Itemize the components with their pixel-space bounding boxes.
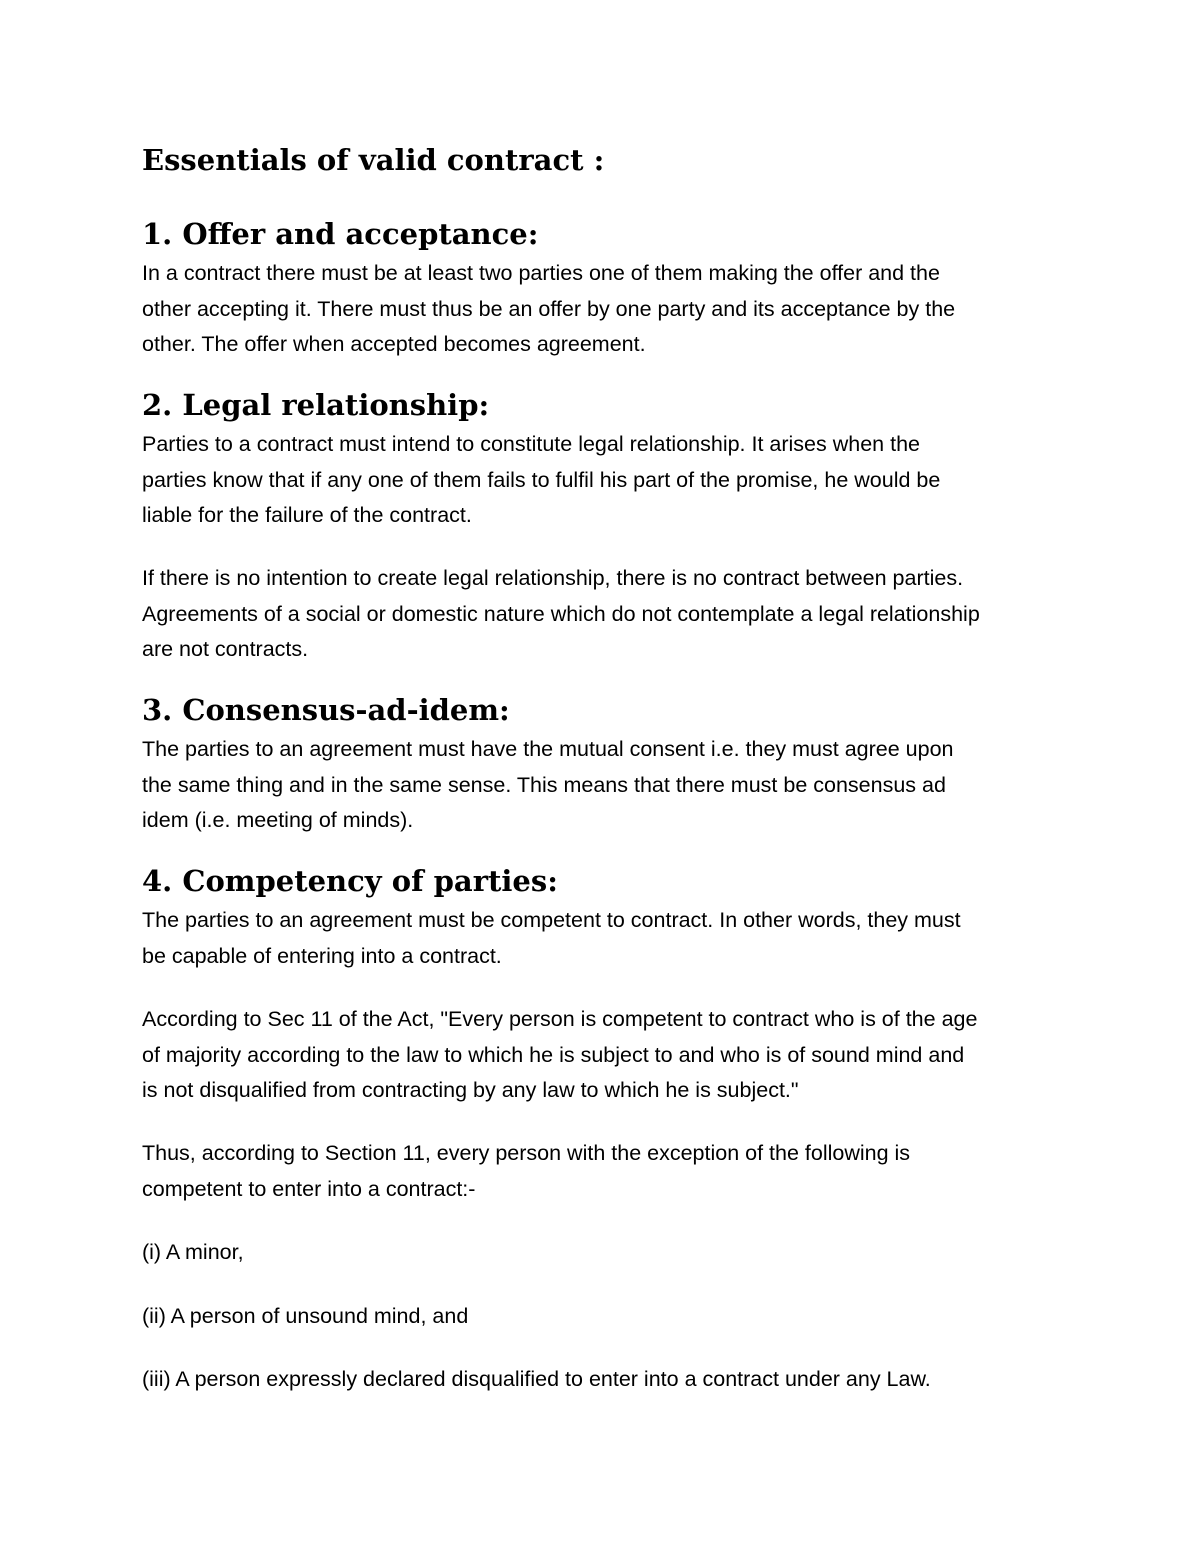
text-line: According to Sec 11 of the Act, "Every person is competent to contract who is of the age	[142, 1007, 978, 1031]
text-line: In a contract there must be at least two parties one of them making the offer and the	[142, 261, 940, 285]
text-line: competent to enter into a contract:-	[142, 1176, 476, 1201]
text-line: (i) A minor,	[142, 1240, 244, 1264]
text-line: is not disqualified from contracting by any law to which he is subject."	[142, 1078, 799, 1102]
paragraph-legal-relationship	[142, 427, 1072, 534]
paragraph-competency	[142, 903, 1072, 974]
document-title: Essentials of valid contract :	[142, 143, 605, 177]
text-line: liable for the failure of the contract.	[142, 503, 472, 527]
text-line: parties know that if any one of them fails to fulfil his part of the promise, he would be	[142, 467, 941, 492]
text-line: the same thing and in the same sense. This means that there must be consensus ad	[142, 772, 946, 797]
list-item-minor	[142, 1235, 1072, 1271]
section-heading-competency-of-parties: 4. Competency of parties:	[142, 864, 558, 898]
text-line: The parties to an agreement must have the mutual consent i.e. they must agree upon	[142, 737, 954, 761]
text-line: (ii) A person of unsound mind, and	[142, 1304, 469, 1328]
text-line: idem (i.e. meeting of minds).	[142, 808, 414, 832]
text-line: of majority according to the law to which he is subject to and who is of sound mind and	[142, 1042, 965, 1067]
paragraph-no-intention	[142, 561, 1072, 668]
section-heading-offer-and-acceptance: 1. Offer and acceptance:	[142, 217, 539, 251]
list-item-unsound-mind	[142, 1299, 1072, 1335]
text-line: are not contracts.	[142, 637, 309, 661]
section-heading-legal-relationship: 2. Legal relationship:	[142, 388, 490, 422]
list-item-disqualified-person	[142, 1362, 1072, 1398]
text-line: other. The offer when accepted becomes agreement.	[142, 332, 646, 356]
text-line: Parties to a contract must intend to constitute legal relationship. It arises when the	[142, 432, 920, 456]
section-heading-consensus-ad-idem: 3. Consensus-ad-idem:	[142, 693, 510, 727]
text-line: Thus, according to Section 11, every person with the exception of the following is	[142, 1141, 911, 1165]
paragraph-section-11-quote	[142, 1002, 1072, 1109]
text-line: other accepting it. There must thus be an offer by one party and its acceptance by the	[142, 296, 956, 321]
text-line: (iii) A person expressly declared disqualified to enter into a contract under any Law.	[142, 1367, 931, 1391]
paragraph-section-11-exceptions	[142, 1136, 1072, 1207]
paragraph-offer-and-acceptance	[142, 256, 1072, 363]
text-line: be capable of entering into a contract.	[142, 943, 502, 968]
text-line: Agreements of a social or domestic nature which do not contemplate a legal relationship	[142, 601, 980, 626]
paragraph-consensus-ad-idem	[142, 732, 1072, 839]
text-line: The parties to an agreement must be competent to contract. In other words, they must	[142, 908, 961, 932]
text-line: If there is no intention to create legal relationship, there is no contract between parties.	[142, 566, 964, 590]
